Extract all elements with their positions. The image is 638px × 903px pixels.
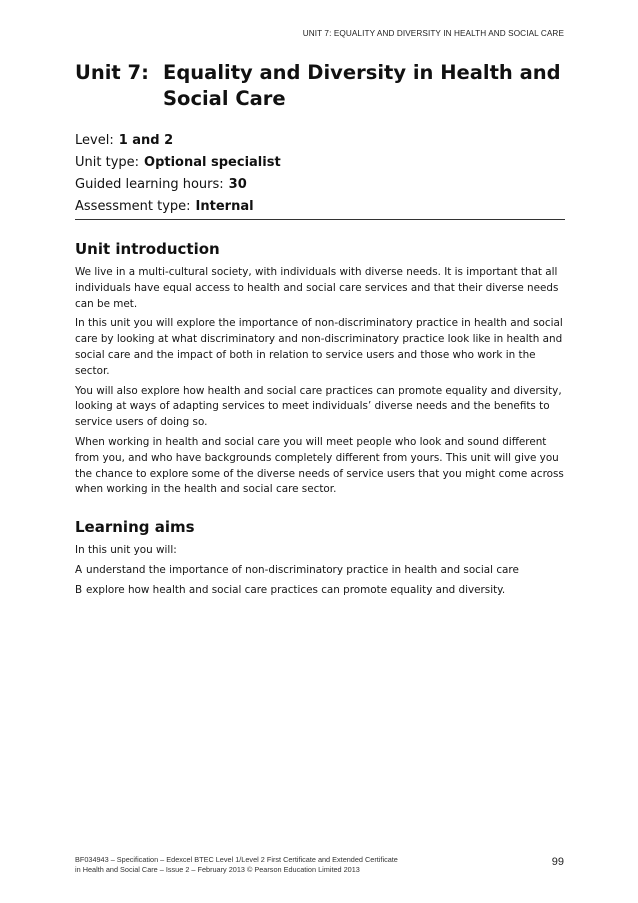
learning-aim-letter: A — [75, 563, 83, 576]
page-content — [75, 60, 565, 603]
learning-aim-text: explore how health and social care practices can promote equality and diversity. — [86, 583, 506, 596]
running-header: UNIT 7: EQUALITY AND DIVERSITY IN HEALTH AND SOCIAL CARE — [302, 29, 564, 38]
introduction-paragraph: In this unit you will explore the importance of non-discriminatory practice in health and social care by looking at what discriminatory and non-discriminatory practice look like in health and social care and the impact of both in relation to service users and those who work in the sector. — [75, 317, 563, 377]
unit-number: Unit 7: — [75, 61, 149, 84]
page-number: 99 — [551, 856, 564, 868]
footer-line-1: BF034943 – Specification – Edexcel BTEC Level 1/Level 2 First Certificate and Extended Certificate — [75, 855, 398, 864]
meta-assessment-type — [75, 196, 565, 218]
meta-guided-hours — [75, 174, 565, 196]
learning-aim-item — [75, 563, 565, 579]
footer-line-2: in Health and Social Care – Issue 2 – February 2013 © Pearson Education Limited 2013 — [75, 865, 360, 874]
learning-aim-item — [75, 583, 565, 599]
introduction-paragraph: You will also explore how health and social care practices can promote equality and diversity, looking at ways of adapting services to meet individuals’ diverse needs and the benefits to service users of doing so. — [75, 384, 562, 429]
meta-guided-hours-value: 30 — [228, 177, 247, 192]
section-divider — [75, 219, 565, 220]
meta-unit-type-label: Unit type: — [75, 155, 140, 170]
learning-aims-intro: In this unit you will: — [75, 544, 177, 557]
meta-unit-type — [75, 152, 565, 174]
unit-meta — [75, 130, 565, 218]
introduction-heading: Unit introduction — [75, 240, 220, 258]
page-footer — [75, 855, 565, 875]
meta-assessment-type-value: Internal — [195, 199, 254, 214]
introduction-paragraph: When working in health and social care you will meet people who look and sound different from you, and who have backgrounds completely different from yours. This unit will give you the chance to explore some of the diverse needs of service users that you might come across when working in the health and social care sector. — [75, 435, 564, 496]
introduction-paragraph: We live in a multi-cultural society, with individuals with diverse needs. It is important that all individuals have equal access to health and social care services and that their diverse needs can be met. — [75, 266, 559, 310]
unit-name: Equality and Diversity in Health and Social Care — [163, 61, 561, 110]
unit-title — [75, 60, 565, 112]
learning-aim-letter: B — [75, 583, 83, 596]
meta-guided-hours-label: Guided learning hours: — [75, 177, 224, 192]
learning-aim-text: understand the importance of non-discriminatory practice in health and social care — [86, 563, 519, 576]
meta-unit-type-value: Optional specialist — [144, 155, 281, 170]
meta-assessment-type-label: Assessment type: — [75, 199, 191, 214]
meta-level — [75, 130, 565, 152]
meta-level-value: 1 and 2 — [118, 133, 174, 148]
learning-aims-heading: Learning aims — [75, 518, 195, 537]
meta-level-label: Level: — [75, 133, 114, 148]
